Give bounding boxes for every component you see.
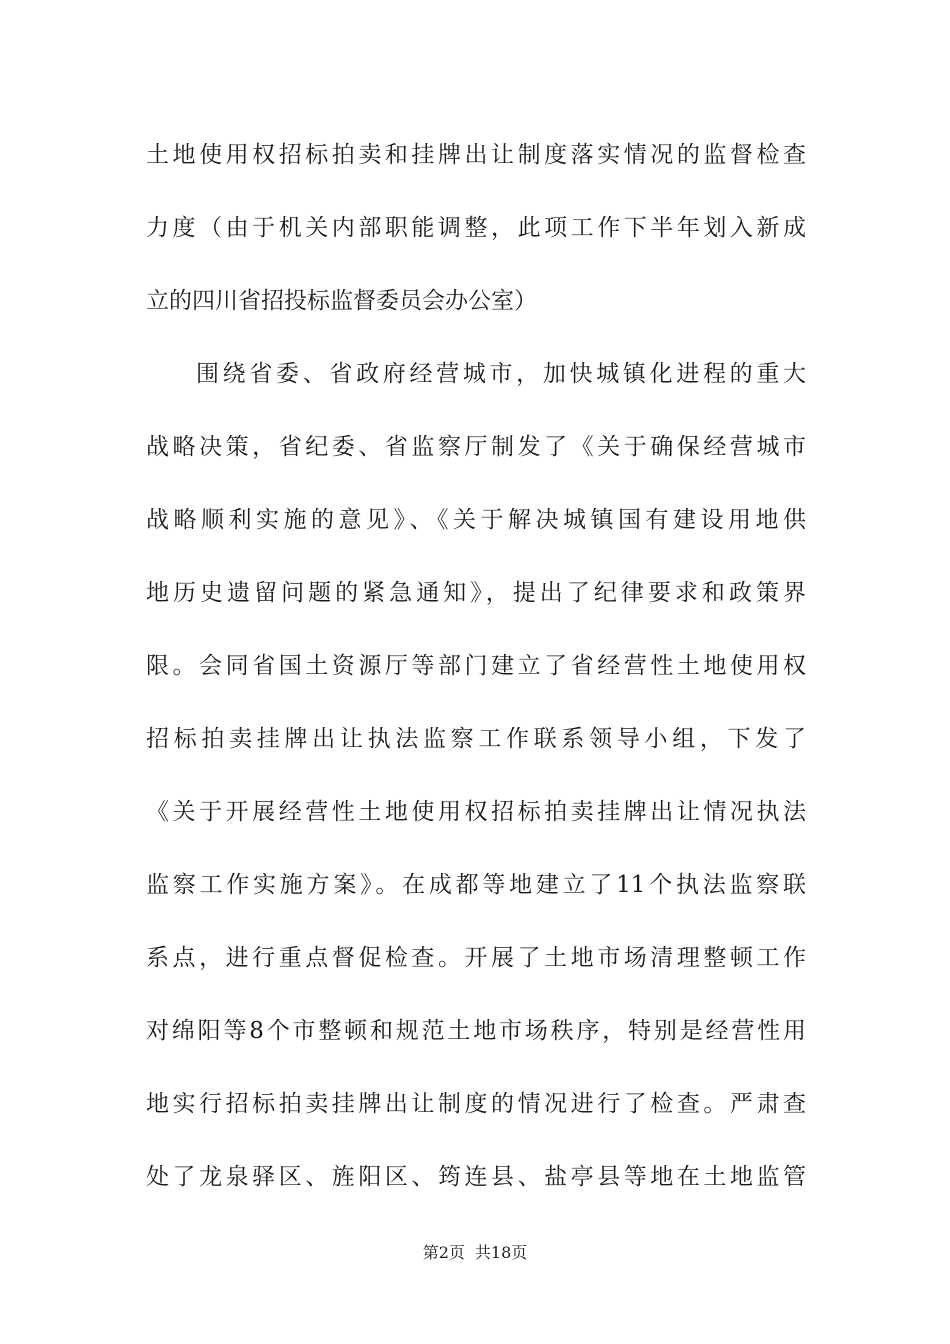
total-pages: 共18页 bbox=[474, 1243, 528, 1262]
text-line: 力度（由于机关内部职能调整，此项工作下半年划入新成 bbox=[146, 215, 806, 241]
text-line: 地历史遗留问题的紧急通知》，提出了纪律要求和政策界 bbox=[146, 580, 806, 606]
text-line: 招标拍卖挂牌出让执法监察工作联系领导小组，下发了 bbox=[146, 726, 806, 752]
text-line: 土地使用权招标拍卖和挂牌出让制度落实情况的监督检查 bbox=[146, 142, 806, 168]
text-line: 地实行招标拍卖挂牌出让制度的情况进行了检查。严肃查 bbox=[146, 1091, 806, 1117]
text-line: 《关于开展经营性土地使用权招标拍卖挂牌出让情况执法 bbox=[146, 799, 806, 825]
text-line: 围绕省委、省政府经营城市，加快城镇化进程的重大 bbox=[196, 361, 806, 387]
text-line: 限。会同省国土资源厅等部门建立了省经营性土地使用权 bbox=[146, 653, 806, 679]
text-line: 系点，进行重点督促检查。开展了土地市场清理整顿工作 bbox=[146, 945, 806, 971]
body-text bbox=[146, 130, 806, 1225]
page-number: 第2页 bbox=[422, 1243, 465, 1262]
text-line: 监察工作实施方案》。在成都等地建立了11个执法监察联 bbox=[146, 872, 806, 898]
text-line: 立的四川省招投标监督委员会办公室） bbox=[146, 288, 537, 314]
text-line: 战略决策，省纪委、省监察厅制发了《关于确保经营城市 bbox=[146, 434, 806, 460]
text-line: 处了龙泉驿区、旌阳区、筠连县、盐亭县等地在土地监管 bbox=[146, 1164, 806, 1190]
text-line: 战略顺利实施的意见》、《关于解决城镇国有建设用地供 bbox=[146, 507, 806, 533]
page-footer bbox=[0, 1240, 950, 1263]
text-line: 对绵阳等8个市整顿和规范土地市场秩序，特别是经营性用 bbox=[146, 1018, 806, 1044]
